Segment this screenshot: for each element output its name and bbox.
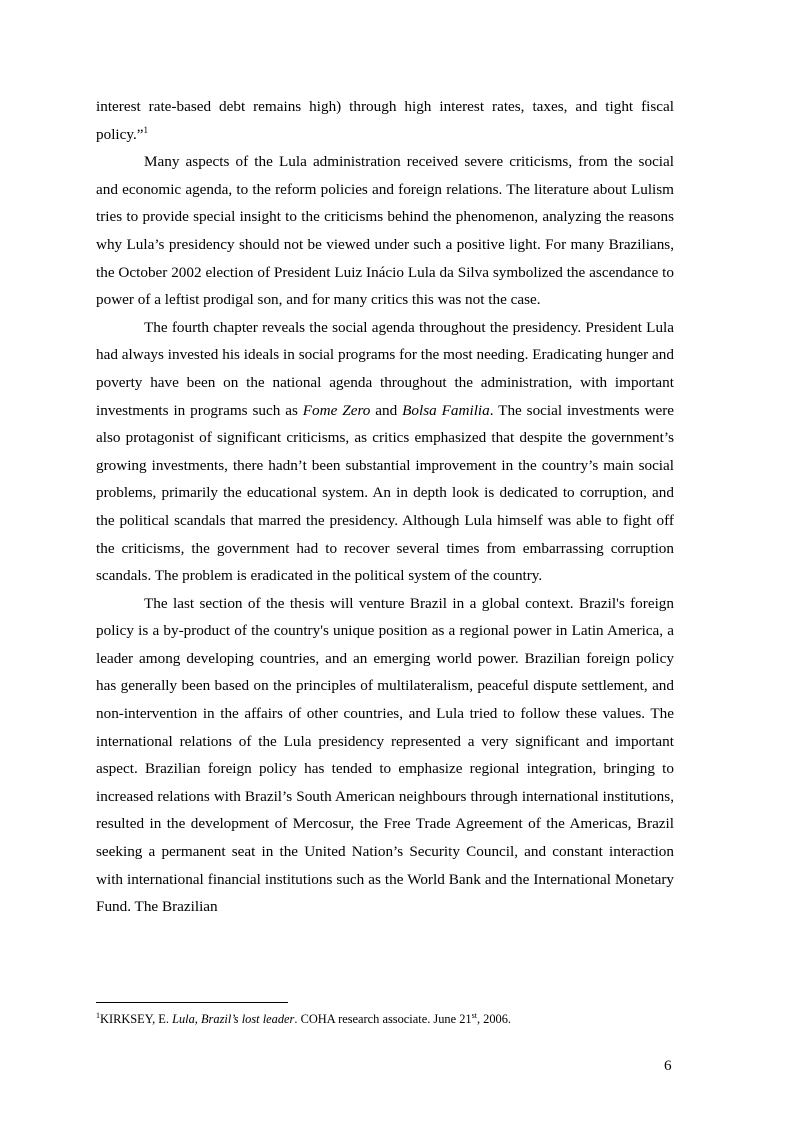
page-number: 6 <box>664 1057 672 1074</box>
paragraph-social-agenda <box>96 314 674 590</box>
footnote-divider <box>96 1002 288 1003</box>
footnote-reference[interactable]: 1 <box>143 124 149 135</box>
footnote-year: , 2006. <box>476 1012 512 1026</box>
paragraph-foreign-policy: The last section of the thesis will venture Brazil in a global context. Brazil's foreign policy is a by-product of the country's unique position as a regional power in Latin America, a leader among developing countries, and an emerging world power. Brazilian foreign policy has generally been based on the principles of multilateralism, peaceful dispute settlement, and non-intervention in the affairs of other countries, and Lula tried to follow these values. The international relations of the Lula presidency represented a very significant and important aspect. Brazilian foreign policy has tended to emphasize regional integration, bringing to increased relations with Brazil’s South American neighbours through international institutions, resulted in the development of Mercosur, the Free Trade Agreement of the Americas, Brazil seeking a permanent seat in the United Nation’s Security Council, and constant interaction with international financial institutions such as the World Bank and the International Monetary Fund. The Brazilian <box>96 594 674 916</box>
paragraph-criticisms: Many aspects of the Lula administration received severe criticisms, from the social and economic agenda, to the reform policies and foreign relations. The literature about Lulism tries to provide special insight to the criticisms behind the phenomenon, analyzing the reasons why Lula’s presidency should not be viewed under such a positive light. For many Brazilians, the October 2002 election of President Luiz Inácio Lula da Silva symbolized the ascendance to power of a leftist prodigal son, and for many critics this was not the case. <box>96 153 674 309</box>
paragraph-text-part: . The social investments were also protagonist of significant criticisms, as critics emphasized that despite the government’s growing investments, there hadn’t been substantial improvement in the country’s main social problems, primarily the educational system. An in depth look is dedicated to corruption, and the political scandals that marred the presidency. Although Lula himself was able to fight off the criticisms, the government had to recover several times from embarrassing corruption scandals. The problem is eradicated in the political system of the country. <box>96 401 674 585</box>
footnote-author: KIRKSEY, E. <box>100 1012 173 1026</box>
footnote <box>96 1011 674 1027</box>
paragraph-text-part: The fourth chapter reveals the social agenda throughout the presidency. President Lula had always invested his ideals in social programs for the most needing. Eradicating hunger and poverty have been on the national agenda throughout the administration, with important investments in programs such as <box>96 318 674 419</box>
footnote-ordinal: st <box>471 1010 477 1020</box>
paragraph-continuation <box>96 93 674 148</box>
paragraph-text: interest rate-based debt remains high) through high interest rates, taxes, and tight fiscal policy.” <box>96 98 674 143</box>
footnote-source: . COHA research associate. June 21 <box>294 1012 472 1026</box>
program-name-fome-zero: Fome Zero <box>302 401 371 419</box>
program-name-bolsa-familia: Bolsa Familia <box>402 401 490 419</box>
document-body <box>96 93 674 921</box>
paragraph-text-part: and <box>370 401 403 419</box>
footnote-number: 1 <box>96 1010 100 1020</box>
footnote-title: Lula, Brazil’s lost leader <box>172 1012 295 1026</box>
